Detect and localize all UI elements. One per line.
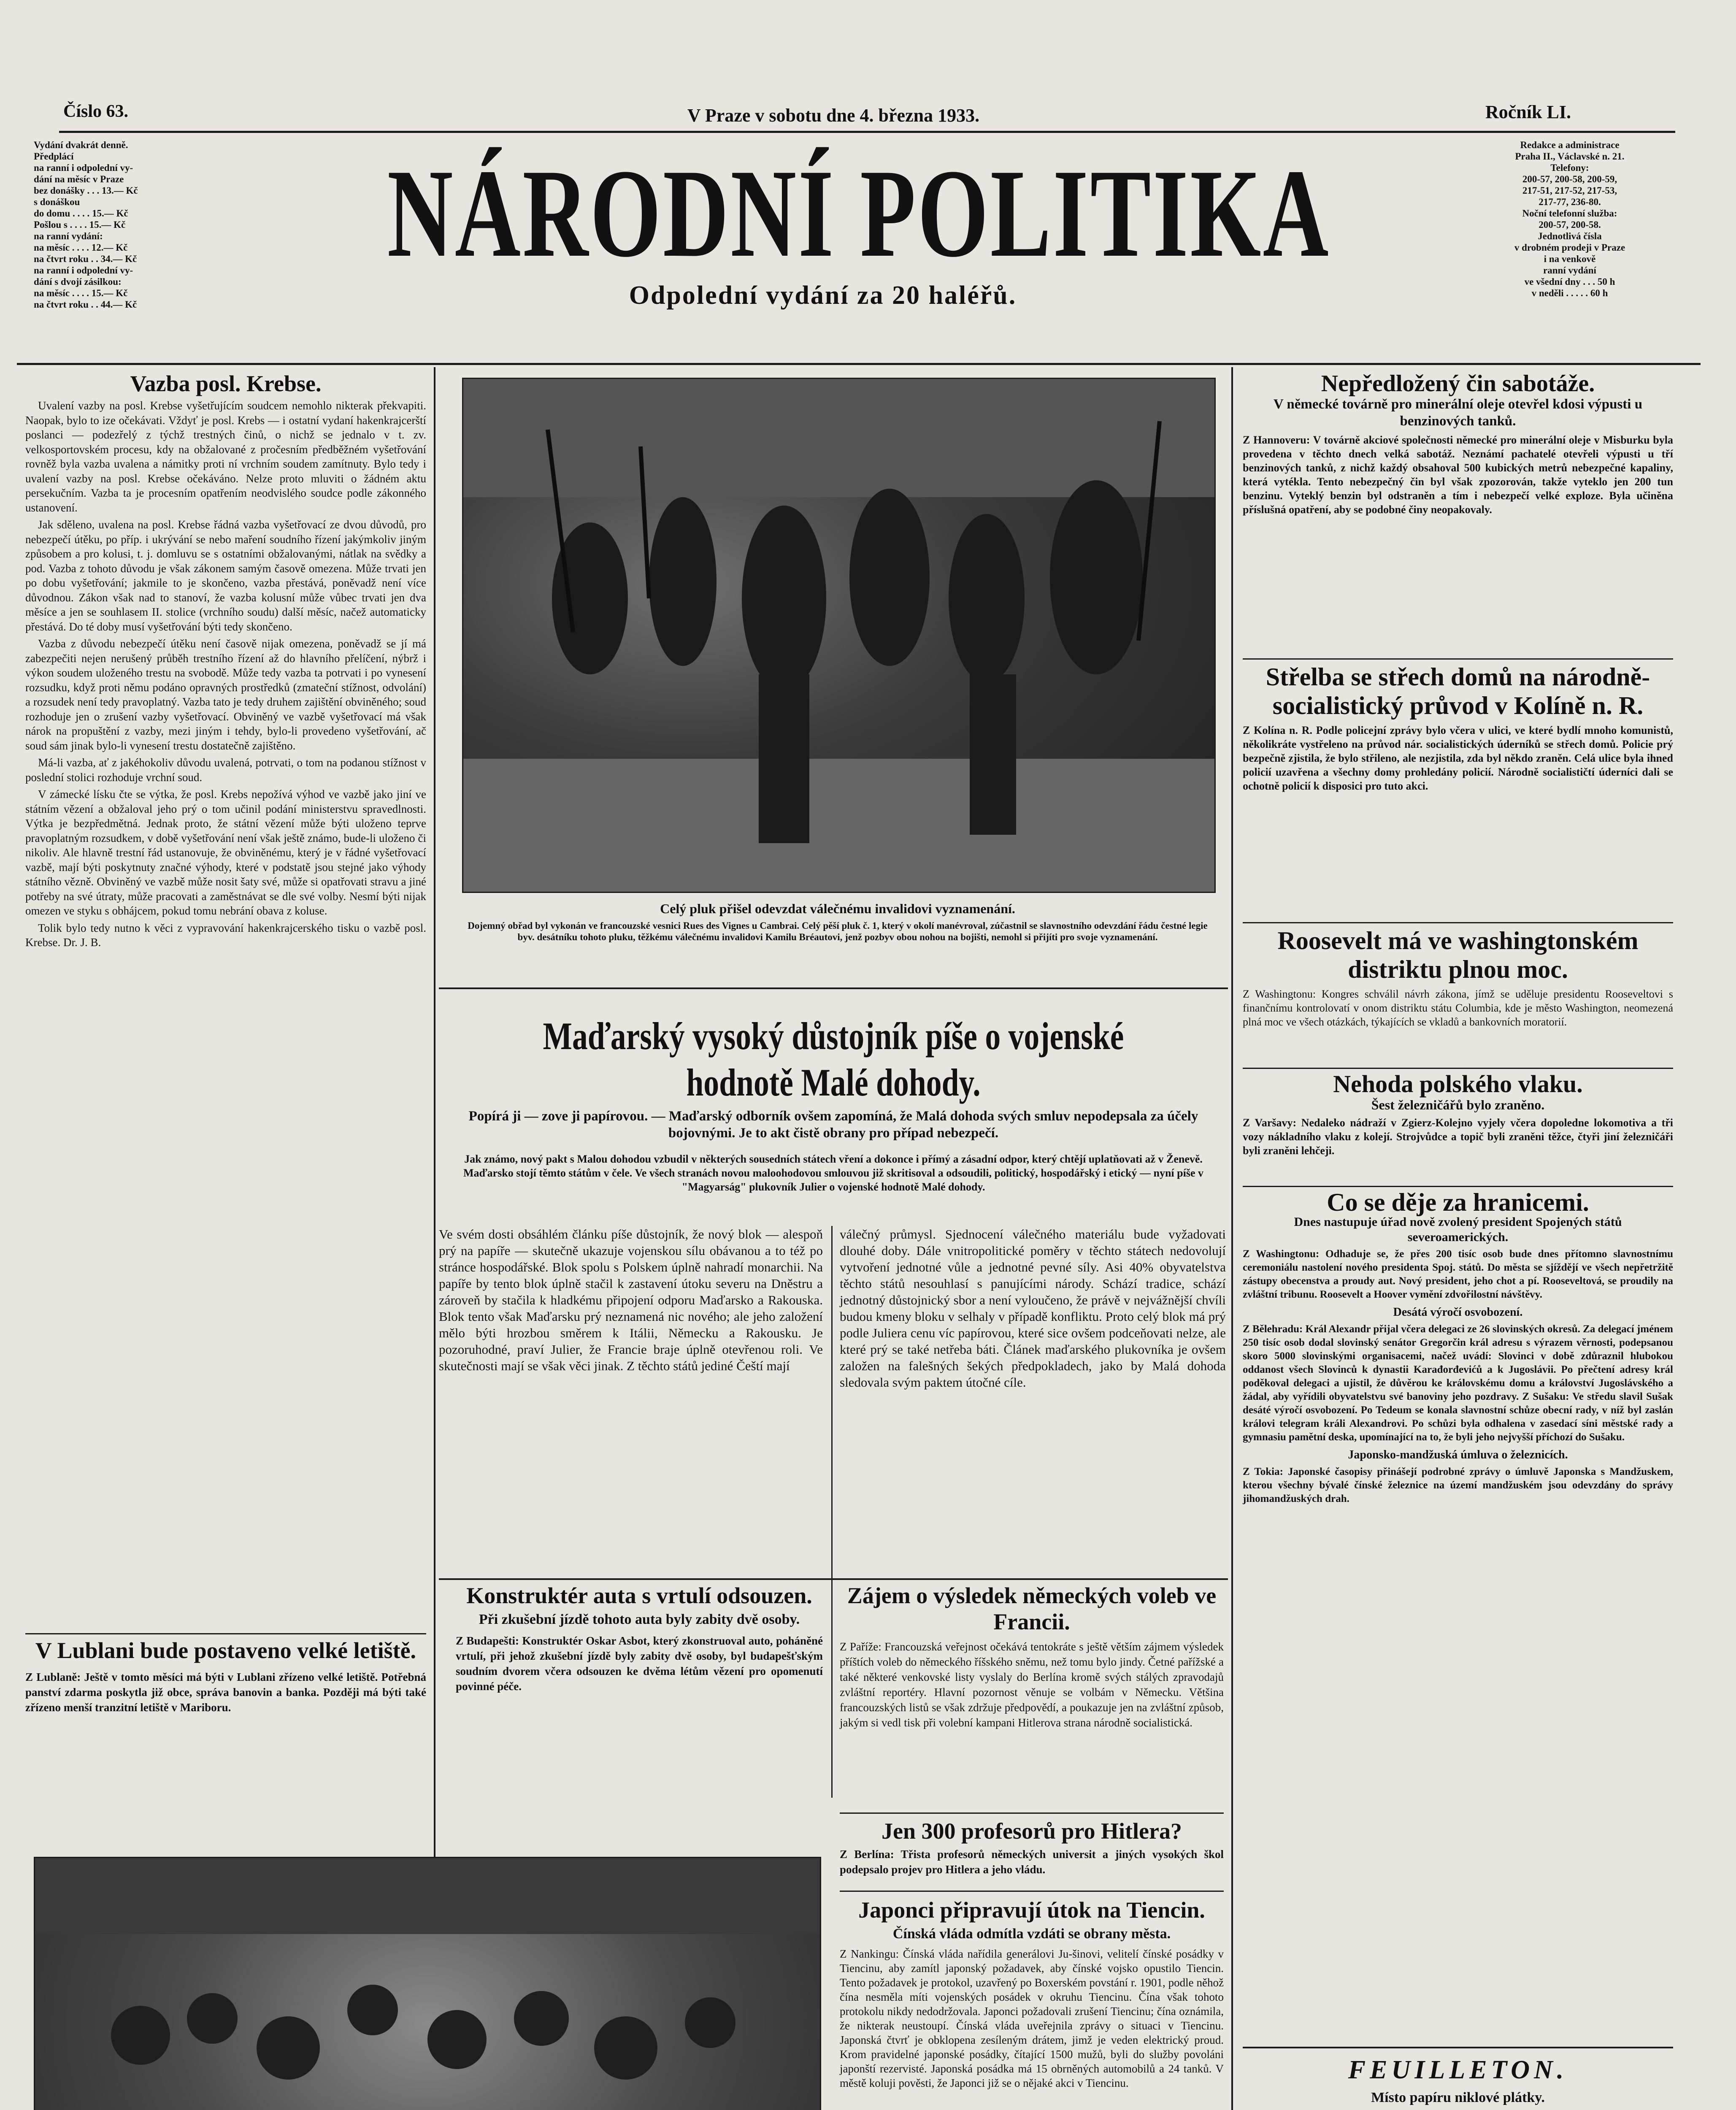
main-lead: Popírá ji — zove ji papírovou. — Maďarský odborník ovšem zapomíná, že Malá dohoda svých smluv nepodepsala za účely bojovnými. Je to akt čistě obrany pro případ nebezpečí. <box>468 1109 1198 1141</box>
administration-line: 200-57, 200-58, 200-59, <box>1522 174 1617 184</box>
feuilleton-label: FEUILLETON. <box>1348 2056 1568 2084</box>
photo-regiment-ceremony <box>462 378 1216 893</box>
divider <box>831 1226 833 1589</box>
main-column-a: Ve svém dosti obsáhlém článku píše důstojník, že nový blok — alespoň prý na papíře — skutečně ukazuje vojenskou sílu obávanou a to též po stránce hospodářské. Blok spolu s Polskem úplně nahradí monarchii. Na papíře by tento blok úplně stačil k zastavení útoku severu na Dněstru a zároveň by stačila k hladkému připojení odporu Maďarsko a Rakouska. Blok tento však Maďarsku prý neznamená nic nového; ale jeho založení mělo býti hrozbou směrem k Itálii, Německu a Rakousku. Je pozoruhodné, praví Julier, že Francie braje úplně otevřenou roli. Ve skutečnosti mají se však věci jinak. Z těchto států jediné Čeští mají <box>439 1227 823 1373</box>
administration-line: ranní vydání <box>1543 265 1596 276</box>
article-krebs-body <box>25 398 426 950</box>
paragraph: Tolik bylo tedy nutno k věci z vypravování hakenkrajcerského tisku o vazbě posl. Krebse. Dr. J. B. <box>25 921 426 949</box>
divider <box>1243 922 1673 923</box>
subscription-line: na měsíc . . . . 15.— Kč <box>34 288 128 298</box>
german-elections-body: Z Paříže: Francouzská veřejnost očekává tentokráte s ještě větším zájmem výsledek příštích voleb do německého říšského sněmu, než tomu bylo jindy. Četné pařížské a také některé venkovské listy vyslaly do Berlína kromě svých stálých zpravodajů zvláštní reportéry. Hlavní pozornost věnuje se volbám v Německu. Většina francouzských listů se však zdržuje předpovědí, a poukazuje jen na zvláštní způsob, jakým si vedl tisk při volební kampani Hitlerova strana národně socialistická. <box>840 1640 1224 1729</box>
divider <box>439 987 1228 989</box>
propeller-car-subtitle: Při zkušební jízdě tohoto auta byly zabity dvě osoby. <box>479 1612 800 1627</box>
tientsin-subtitle: Čínská vláda odmítla vzdáti se obrany města. <box>892 1926 1171 1942</box>
subscription-line: Vydání dvakrát denně. <box>34 140 128 150</box>
article-roosevelt <box>1243 926 1673 1029</box>
article-german-elections <box>840 1582 1224 1730</box>
article-krebs-title: Vazba posl. Krebse. <box>130 371 322 396</box>
issue-number: Číslo 63. <box>63 102 129 121</box>
shooting-title: Střelba se střech domů na národně-socialistický průvod v Kolíně n. R. <box>1265 663 1650 720</box>
subscription-line: na čtvrt roku . . 44.— Kč <box>34 299 137 310</box>
subscription-line: na ranní vydání: <box>34 231 103 241</box>
administration-line: Noční telefonní služba: <box>1522 208 1617 219</box>
polish-train-subtitle: Šest železničářů bylo zraněno. <box>1371 1097 1545 1112</box>
volume-number: Ročník LI. <box>1485 102 1571 122</box>
header-bottom-rule <box>17 363 1701 365</box>
feuilleton <box>1243 2055 1673 2110</box>
main-column-b: válečný průmysl. Sjednocení válečného materiálu bude vyžadovati dlouhé doby. Dále vnitropolitické poměry v těchto státech nedovolují vytvoření jednotné vůle a jednotné pevné síly. Asi 40% obyvatelstva těchto států nesouhlasí s panujícími národy. Schází tradice, schází jednotný důstojnický sbor a není vyloučeno, že právě v nejvážnější chvíli budou kmeny bloku v selhaly v případě konfliktu. Proto celý blok má prý podle Juliera cenu víc papírovou, které sice ovšem podceňovati nelze, ale které prý se také netřeba báti. Článek maďarského plukovníka je ovšem založen na falešných šekých předpokladech, jako by Malá dohoda sledovala svým paktem útočné cíle. <box>840 1227 1226 1390</box>
article-lublan-body: Z Lublaně: Ještě v tomto měsíci má býti v Lublani zřízeno velké letiště. Potřebná panství zdarma poskytla již obce, správa banovin a banka. Později má býti také zřízeno menší tranzitní letiště v Mariboru. <box>25 1671 426 1714</box>
abroad-body-3: Z Tokia: Japonské časopisy přinášejí podrobné zprávy o úmluvě Japonska s Mandžuskem, kterou všechny bývalé čínské železnice na území mandžuském jsou odevzdány do správy jihomandžuských drah. <box>1243 1466 1673 1504</box>
subscription-line: na ranní i odpolední vy- <box>34 162 133 173</box>
article-abroad <box>1243 1190 1673 1506</box>
divider <box>1243 658 1673 660</box>
photo-soldiers-graphic <box>463 379 1214 892</box>
article-shooting-cologne <box>1243 663 1673 793</box>
paragraph: Má-li vazba, ať z jakéhokoliv důvodu uvalená, potrvati, o tom na podanou stížnost v poslední stolici rozhoduje vrchní soud. <box>25 756 426 784</box>
photo1-caption: Dojemný obřad byl vykonán ve francouzské vesnici Rues des Vignes u Cambrai. Celý pěší pluk č. 1, který v okolí manévroval, zúčastnil se slavnostního odevzdání řádu čestné legie byv. desátníku tohoto pluku, těžkému válečnému invalidovi Kamilu Bréautovi, jenž pozbyv obou nohou na bojišti, nemohl si přijíti pro svoje vyznamenání. <box>468 920 1208 942</box>
divider <box>1243 2047 1673 2048</box>
abroad-liberation-title: Desátá výročí osvobození. <box>1393 1306 1523 1319</box>
subscription-line: dání na měsíc v Praze <box>34 174 124 184</box>
administration-line: i na venkově <box>1544 254 1596 264</box>
photo-courtroom <box>34 1857 821 2110</box>
subscription-line: Předplácí <box>34 151 74 162</box>
roosevelt-body: Z Washingtonu: Kongres schválil návrh zákona, jímž se uděluje presidentu Rooseveltovi s finančnímu kontrolovatí v onom distriktu státu Columbia, kde je město Washington, neomezená plná moc ve všech otázkách, týkajících se vkladů a bankovních moratorií. <box>1243 988 1673 1028</box>
sabotage-subtitle: V německé továrně pro minerální oleje otevřel kdosi výpusti u benzinových tanků. <box>1273 397 1643 429</box>
polish-train-title: Nehoda polského vlaku. <box>1333 1070 1583 1098</box>
subscription-line: s donáškou <box>34 197 80 207</box>
administration-line: 217-77, 236-80. <box>1539 197 1601 207</box>
masthead-title: NÁRODNÍ POLITIKA <box>387 143 1330 283</box>
paragraph: Jak sděleno, uvalena na posl. Krebse řádná vazba vyšetřovací ze dvou důvodů, pro nebezpečí útěku, po příp. i ukrývání se nebo maření soudního řízení jakýmkoliv jiným způsobem a pro kolusi, t. j. domluvu se s ostatními obžalovanými, nátlak na svědky a pod. Vazba z tohoto důvodu je však zákonem samým časově omezena. Může trvati jen po dobu vyšetřování; jakmile to je skončeno, vazba přestává, poněvadž není více důvodnou. Zákon však nad to stanoví, že vazba kolusní může vůbec trvati jen dva měsíce a jen se souhlasem II. stolice (vrchního soudu) další měsíc, načež automaticky přestává. Do té doby musí vyšetřování býti tedy skončeno. <box>25 518 426 633</box>
photo-courtroom-graphic <box>35 1858 820 2110</box>
sabotage-title: Nepředložený čin sabotáže. <box>1321 371 1595 397</box>
paragraph: V zámecké lísku čte se výtka, že posl. Krebs nepožívá výhod ve vazbě jako jiní ve státním vězení a obžaloval jeho prý o tom učinil podání ministerstvu spravedlnosti. Výtka je bezpředmětná. Jednak proto, že státní vězení může býti uloženo teprve pravoplatným rozsudkem, v době vyšetřování není však ještě známo, bude-li uloženo či nikoliv. Ale hlavně trestní řád ustanovuje, že obviněnému, který je v řádné vyšetřovací vazbě, mají býti poskytnuty značné výhody, které v podstatě jsou stejné jako výhody státního vězně. Obviněný ve vazbě může nosit šaty své, může si opatřovati stravu a jiné potřeby na své útraty, může pracovati a zaměstnávat se dle své volby. Nesmí býti nijak omezen ve styku s obhájcem, pokud tomu nebrání obava z koluse. <box>25 788 426 917</box>
administration-box <box>1452 139 1688 299</box>
administration-line: v neděli . . . . . 60 h <box>1531 288 1608 298</box>
abroad-title: Co se děje za hranicemi. <box>1327 1188 1589 1216</box>
feuilleton-title: Místo papíru niklové plátky. <box>1371 2090 1545 2105</box>
divider <box>1243 1068 1673 1069</box>
subscription-line: dání s dvojí zásilkou: <box>34 276 122 287</box>
edition-subtitle: Odpolední vydání za 20 haléřů. <box>629 281 1017 310</box>
subscription-line: Pošlou s . . . . 15.— Kč <box>34 219 126 230</box>
column-rule-1 <box>434 367 435 2110</box>
administration-line: Telefony: <box>1550 162 1589 173</box>
german-elections-title: Zájem o výsledek německých voleb ve Francii. <box>847 1583 1217 1634</box>
article-sabotage <box>1243 371 1673 517</box>
administration-line: Jednotlivá čísla <box>1538 231 1602 241</box>
abroad-body-1: Z Washingtonu: Odhaduje se, že přes 200 tisíc osob bude dnes přítomno slavnostnímu ceremoniálu nastolení nového presidenta Spoj. států. Do města se sjíždějí ve všech nepřetržitě zástupy obecenstva a proudy aut. Nový president, jeho chot a pí. Rooseveltová, se proudily na zvláštní tribunu. Roosevelt a Hoover vymění zdvořilostní návštěvy. <box>1243 1248 1673 1300</box>
subscription-line: na měsíc . . . . 12.— Kč <box>34 242 128 253</box>
subscription-line: bez donášky . . . 13.— Kč <box>34 185 138 196</box>
article-lublan <box>25 1637 426 1715</box>
column-rule-4 <box>1231 367 1233 2110</box>
administration-line: v drobném prodeji v Praze <box>1514 242 1625 253</box>
subscription-line: na čtvrt roku . . 34.— Kč <box>34 254 137 264</box>
subscription-line: na ranní i odpolední vy- <box>34 265 133 276</box>
abroad-body-2: Z Bělehradu: Král Alexandr přijal včera delegaci ze 26 slovinských okresů. Za delegací jménem 250 tisíc osob dodal slovinský senátor Gregorčin král adresu s výrazem věrnosti, podepsanou skoro 5000 slovinskými organisacemi, načež uvádí: Slovinci v době zdůraznil hlubokou oddanost všech Slovinců k dynastii Karađorđevićů a k Jugoslávii. Po přečtení adresy král poděkoval delegaci a ujistil, že důvěrou ke královskému domu a království Jugoslávského a žádal, aby vyřídili obyvatelstvu své banoviny jeho pozdravy. Z Sušaku: Ve středu slavil Sušak desáté výročí osvobození. Po Tedeum se konala slavnostní schůze obecní rady, v níž byl zaslán královi telegram králi Alexandrovi. Po schůzi byla odhalena v zasedací síni městské rady a gymnasiu pamětní deska, upomínající na to, že byli jeho nejvyšší příchozí do Sušaku. <box>1243 1323 1673 1443</box>
tientsin-title: Japonci připravují útok na Tiencin. <box>858 1897 1205 1923</box>
paragraph: Vazba z důvodu nebezpečí útěku není časově nijak omezena, poněvadž se jí má zabezpečiti nejen nerušený průběh trestního řízení až do hlavního přelíčení, nýbrž i výkon soudem uloženého trestu na svobodě. Může tedy vazba ta potrvati i po vynesení rozsudku, když proti němu podáno opravných prostředků (zmateční stížnost, odvolání) a rozsudek není tedy pravoplatný. Vazba tato je tedy druhem zajištění obviněného; soud rozhoduje jen o zrušení vazby vyšetřovací. Obviněný ve vazbě vyšetřovací má však nárok na propuštění z vazby, mezi jiným i tehdy, bylo-li provedeno vyšetřování, ač soud sám jinak bylo-li vynesení trestu dostatečně zajištěno. <box>25 637 426 752</box>
abroad-subtitle: Dnes nastupuje úřad nově zvolený president Spojených států severoamerických. <box>1294 1215 1622 1244</box>
divider <box>840 1812 1224 1814</box>
subscription-box <box>34 139 228 310</box>
article-professors <box>840 1819 1224 1877</box>
article-propeller-car <box>456 1582 823 1694</box>
shooting-body: Z Kolína n. R. Podle policejní zprávy bylo včera v ulici, ve které bydlí mnoho komunistů, několikráte vystřeleno na průvod nár. socialistických úderníků se střech domů. Policie prý bezpečně zjistila, že bylo střileno, ale nezjistila, zda byl někdo zraněn. Celá ulice byla ihned policií uzavřena a všechny domy prohledány policií. Národně socialističtí úderníci dali se ochotně policií k disposici pro tuto akci. <box>1243 724 1673 792</box>
header-top-rule <box>59 131 1675 133</box>
divider <box>831 1587 833 1798</box>
article-krebs <box>25 371 426 952</box>
divider <box>840 1891 1224 1892</box>
abroad-japan-title: Japonsko-mandžuská úmluva o železnicích. <box>1348 1448 1568 1461</box>
professors-body: Z Berlína: Třista profesorů německých universit a jiných vysokých škol podepsalo projev pro Hitlera a jeho vládu. <box>840 1848 1224 1876</box>
dateline: V Praze v sobotu dne 4. března 1933. <box>687 105 980 126</box>
photo1-caption-title: Celý pluk přišel odevzdat válečnému invalidovi vyznamenání. <box>660 901 1015 916</box>
roosevelt-title: Roosevelt má ve washingtonském distriktu plnou moc. <box>1277 927 1639 983</box>
divider <box>439 1578 1228 1580</box>
divider <box>1243 1186 1673 1187</box>
article-lublan-title: V Lublani bude postaveno velké letiště. <box>35 1638 416 1663</box>
divider <box>25 1633 426 1634</box>
administration-line: 200-57, 200-58. <box>1539 219 1601 230</box>
subscription-line: do domu . . . . 15.— Kč <box>34 208 128 219</box>
polish-train-body: Z Varšavy: Nedaleko nádraží v Zgierz-Kolejno vyjely včera dopoledne lokomotiva a tři vozy nákladního vlaku z kolejí. Strojvůdce a topič byli zraněni těžce, čtyři jiní železničáři byli zraněni lehčeji. <box>1243 1117 1673 1157</box>
main-headline: Maďarský vysoký důstojník píše o vojenské hodnotě Malé dohody. <box>543 1014 1124 1104</box>
propeller-car-body: Z Budapešti: Konstruktér Oskar Asbot, který zkonstruoval auto, poháněné vrtulí, při jehož zkušební jízdě byly zabity dvě osoby, byl budapešťským soudním dvorem včera odsouzen ke dvěma létům vězení pro opomenutí povinné péče. <box>456 1634 823 1693</box>
tientsin-body: Z Nankingu: Čínská vláda nařídila generálovi Ju-šinovi, velitelí čínské posádky v Tiencinu, aby zamítl japonský požadavek, aby čínské vojsko opustilo Tiencin. Tento požadavek je protokol, uzavřený po Boxerském povstání r. 1901, podle něhož čína nesměla míti vojenských posádek v okruhu Tiencinu. Čína však tohoto protokolu nikdy nedodržovala. Japonci požadovali zrušení Tiencinu; čína oznámila, že nikterak neustoupí. Čínská vláda uveřejnila zprávy o situaci v Tiencinu. Japonská čtvrť je obklopena zesíleným drátem, jimž je veden elektrický proud. Krom pravidelné japonské posádky, čítající 1500 mužů, byli do služby povoláni japonští rezervisté. Japonská posádka má 15 obrněných automobilů a 24 tanků. V městě koluji pověsti, že Japonci již se o nějaké akci v Tiencinu. <box>840 1948 1224 2089</box>
paragraph: Uvalení vazby na posl. Krebse vyšetřujícím soudcem nemohlo nikterak překvapiti. Naopak, bylo to ize očekávati. Vždyť je posl. Krebs — i ostatní vydaní hakenkrajcerští poslanci — podezřelý z týchž trestných činů, o nichž se jednalo v t. zv. velkosportovském procesu, kdy na obžalované z pročesním předběžném vyšetřování rovněž byla vazba uvalena a námitky proti ní vrchním soudem zamítnuty. Bylo tedy i uvalení vazby na posl. Krebse očekáváno. Nelze proto mluviti o žádném aktu persekučním. Vazba ta je procesním opatřením neodvislého soudce podle zákonného ustanovení. <box>25 399 426 514</box>
article-tientsin <box>840 1897 1224 2090</box>
article-polish-train <box>1243 1072 1673 1158</box>
administration-line: Redakce a administrace <box>1520 140 1620 150</box>
main-intro: Jak známo, nový pakt s Malou dohodou vzbudil v některých sousedních státech vření a dokonce i přímý a zásadní odpor, který chtějí uplatňovati až v Ženevě. Maďarsko stojí těmto státům v čele. Ve všech stranách novou maloohodovou smlouvou již skritisoval a odsoudili, politický, hospodářský i etický — nyní píše v "Magyarság" plukovník Julier o vojenské hodnotě Malé dohody. <box>463 1153 1203 1193</box>
sabotage-body: Z Hannoveru: V továrně akciové společnosti německé pro minerální oleje v Misburku byla provedena v těchto dnech velká sabotáž. Neznámí pachatelé otevřeli výpusti u tří benzinových tanků, z nichž každý obsahoval 500 kubických metrů nebezpečné kapaliny, která vytékla. Tento nebezpečný čin byl však zpozorován, takže vyteklo jen 200 tun benzinu. Vyteklý benzin byl odstraněn a tím i nebezpečí velké exploze. Byla učiněna příslušná opatření, aby se podobné činy neopakovaly. <box>1243 434 1673 516</box>
administration-line: 217-51, 217-52, 217-53, <box>1522 185 1617 196</box>
administration-line: Praha II., Václavské n. 21. <box>1515 151 1625 162</box>
propeller-car-title: Konstruktér auta s vrtulí odsouzen. <box>466 1583 812 1608</box>
professors-title: Jen 300 profesorů pro Hitlera? <box>882 1818 1182 1844</box>
administration-line: ve všední dny . . . 50 h <box>1524 276 1615 287</box>
